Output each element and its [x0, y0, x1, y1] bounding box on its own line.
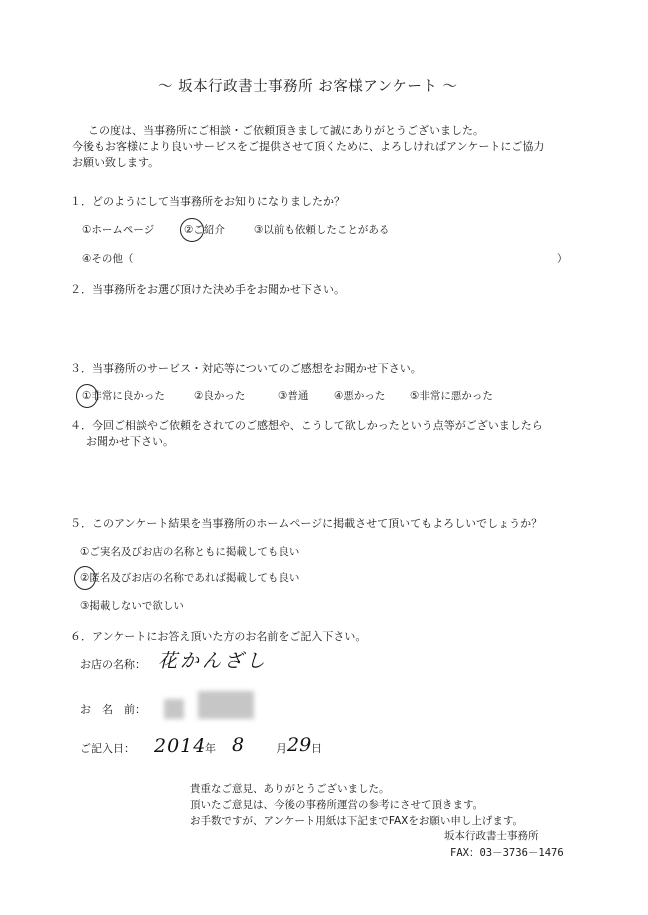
q3-option-normal[interactable]: ③普通: [278, 390, 309, 402]
date-day-handwritten[interactable]: 29: [287, 734, 312, 756]
intro-line-1: この度は、当事務所にご相談・ご依頼頂きまして誠にありがとうございました。: [88, 124, 484, 137]
q3-option-bad[interactable]: ④悪かった: [334, 390, 386, 402]
question-4-line-2: お聞かせ下さい。: [86, 435, 174, 448]
footer-note: 頂いたご意見は、今後の事務所運営の参考にさせて頂きます。: [190, 799, 484, 811]
date-month-unit: 月: [276, 742, 287, 755]
question-5: ５．このアンケート結果を当事務所のホームページに掲載させて頂いてもよろしいでしょうか？: [70, 517, 543, 530]
q3-selected-circle: [76, 384, 98, 408]
question-1: １．どのようにして当事務所をお知りになりましたか？: [70, 195, 345, 208]
date-day-unit: 日: [311, 742, 322, 755]
q5-selected-circle: [74, 566, 96, 590]
q5-option-anonymous[interactable]: ②匿名及びお店の名称であれば掲載しても良い: [80, 572, 300, 584]
date-label: ご記入日：: [80, 742, 135, 755]
date-year-handwritten[interactable]: 2014: [154, 735, 207, 757]
name-label: お 名 前：: [80, 703, 146, 716]
q3-option-good[interactable]: ②良かった: [194, 390, 246, 402]
shop-name-label: お店の名称：: [80, 658, 146, 671]
form-title: ～ 坂本行政書士事務所 お客様アンケート ～: [158, 79, 458, 95]
question-2: ２．当事務所をお選び頂けた決め手をお聞かせ下さい。: [70, 283, 345, 296]
shop-name-handwritten[interactable]: 花かんざし: [158, 650, 269, 672]
date-month-handwritten[interactable]: 8: [232, 734, 245, 756]
q3-option-very-good[interactable]: ①非常に良かった: [82, 390, 165, 402]
q1-option-referral[interactable]: ②ご紹介: [184, 224, 225, 236]
q3-option-very-bad[interactable]: ⑤非常に悪かった: [410, 390, 493, 402]
footer-thanks: 貴重なご意見、ありがとうございました。: [190, 783, 390, 795]
name-redacted-blur-2: [198, 691, 254, 719]
q1-other-close-paren: ）: [557, 253, 568, 265]
intro-line-2: 今後もお客様により良いサービスをご提供させて頂くために、よろしければアンケートにご協力: [72, 140, 545, 153]
name-redacted-blur-1: [164, 699, 184, 719]
q1-option-previous[interactable]: ③以前も依頼したことがある: [254, 224, 390, 236]
date-year-unit: 年: [205, 742, 216, 755]
q1-selected-circle: [180, 218, 204, 242]
question-4-line-1: ４．今回ご相談やご依頼をされてのご感想や、こうして欲しかったという点等がございましたら: [70, 419, 543, 432]
q1-option-other[interactable]: ④その他（: [82, 253, 134, 265]
footer-fax-number: FAX：03－3736－1476: [450, 847, 564, 859]
question-3: ３．当事務所のサービス・対応等についてのご感想をお聞かせ下さい。: [70, 362, 422, 375]
footer-office-name: 坂本行政書士事務所: [444, 830, 539, 842]
q1-option-homepage[interactable]: ①ホームページ: [82, 224, 155, 236]
q5-option-full-name[interactable]: ①ご実名及びお店の名称ともに掲載しても良い: [80, 546, 300, 558]
footer-fax-request: お手数ですが、アンケート用紙は下記までFAXをお願い申し上げます。: [190, 815, 523, 827]
q5-option-no-publish[interactable]: ③掲載しないで欲しい: [80, 600, 184, 612]
question-6: ６．アンケートにお答え頂いた方のお名前をご記入下さい。: [70, 630, 367, 643]
intro-line-3: お願い致します。: [72, 156, 160, 169]
